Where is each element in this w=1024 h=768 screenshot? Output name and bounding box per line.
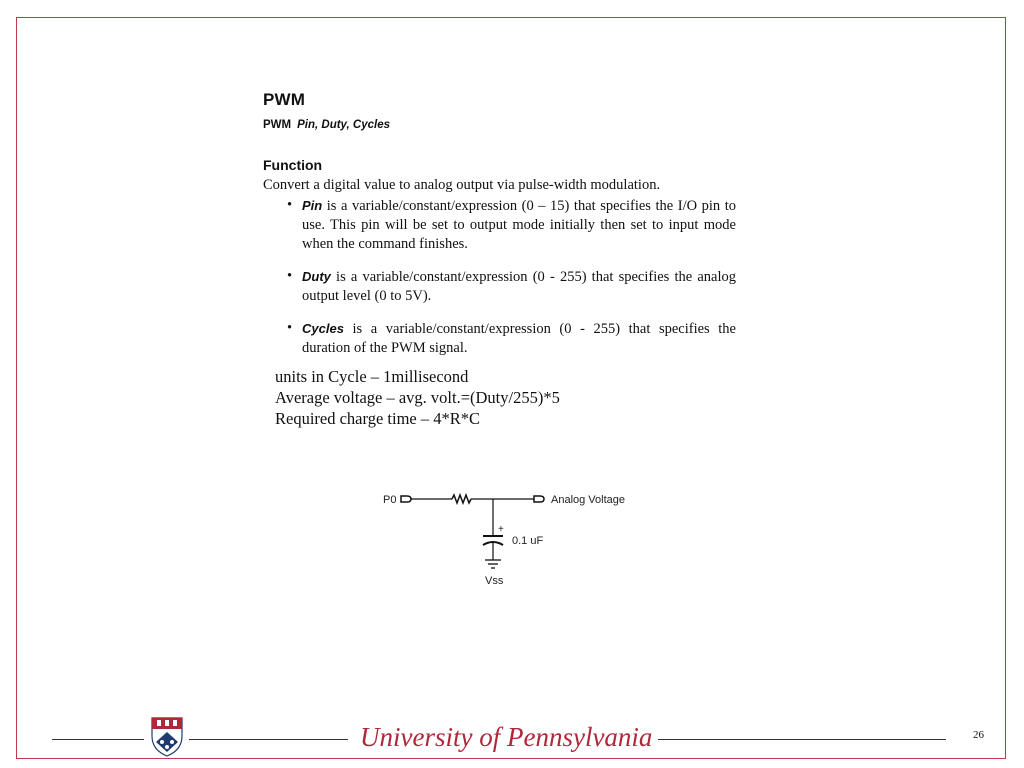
page-number: 26	[973, 729, 984, 741]
output-terminal-icon	[534, 496, 544, 502]
note-line: Required charge time – 4*R*C	[275, 409, 480, 428]
bullet-text: is a variable/constant/expression (0 - 255) that specifies the duration of the PWM signal.	[302, 321, 736, 356]
university-shield-logo	[148, 716, 186, 758]
function-description: Convert a digital value to analog output via pulse-width modulation.	[263, 177, 661, 193]
syntax-args: Pin, Duty, Cycles	[297, 119, 390, 131]
function-heading: Function	[263, 157, 323, 173]
bullet-text: is a variable/constant/expression (0 - 255) that specifies the analog output level (0 to 5V).	[302, 269, 736, 304]
rc-filter-circuit	[370, 480, 650, 595]
parameter-list	[287, 196, 736, 371]
footer-rule	[189, 739, 348, 740]
input-terminal-icon	[401, 496, 411, 502]
command-syntax	[263, 119, 390, 131]
footer-rule	[658, 739, 946, 740]
ground-label: Vss	[485, 575, 504, 587]
bullet-term: Duty	[302, 269, 331, 284]
syntax-keyword: PWM	[263, 119, 292, 131]
notes-block	[275, 366, 560, 429]
bullet-pin	[287, 196, 736, 254]
note-line: Average voltage – avg. volt.=(Duty/255)*5	[275, 388, 560, 407]
input-pin-label: P0	[383, 494, 397, 506]
bullet-term: Cycles	[302, 321, 344, 336]
university-name: University of Pennsylvania	[360, 722, 653, 752]
polarity-label: +	[498, 524, 504, 535]
bullet-duty	[287, 267, 736, 306]
note-line: units in Cycle – 1millisecond	[275, 367, 469, 386]
resistor-icon	[452, 495, 471, 503]
output-label: Analog Voltage	[551, 494, 626, 506]
page-title: PWM	[263, 90, 306, 109]
bullet-text: is a variable/constant/expression (0 – 15) that specifies the I/O pin to use. This pin will be set to output mode initially then set to input mode when the command finishes.	[302, 198, 736, 252]
capacitor-label: 0.1 uF	[512, 535, 544, 547]
bullet-cycles	[287, 319, 736, 358]
bullet-term: Pin	[302, 198, 323, 213]
footer-rule	[52, 739, 144, 740]
